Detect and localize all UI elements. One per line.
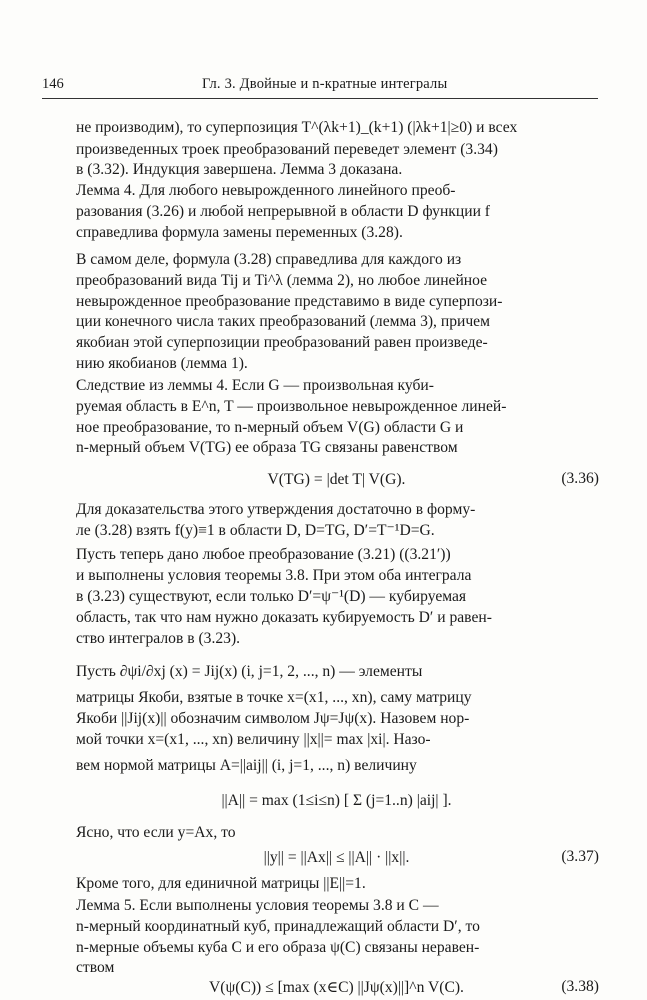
equation-number: (3.37) [561, 848, 599, 865]
text-line: ством [76, 959, 115, 976]
equation-3-37: ||y|| = ||Ax|| ≤ ||A|| · ||x||. [263, 849, 410, 866]
text-line: Пусть ∂ψi/∂xj (x) = Jij(x) (i, j=1, 2, ..., n) — элементы [76, 663, 423, 680]
text-line: мой точки x=(x1, ..., xn) величину ||x||= max |xi|. Назо- [76, 731, 431, 748]
header-rule [42, 98, 598, 99]
text-line: и выполнены условия теоремы 3.8. При этом оба интеграла [76, 567, 472, 584]
text-line: Пусть теперь дано любое преобразование (3.21) ((3.21′)) [76, 546, 451, 563]
text-line: n-мерные объемы куба C и его образа ψ(C) связаны неравен- [76, 939, 480, 956]
page-number: 146 [42, 76, 64, 92]
text-line: в (3.23) существуют, если только D′=ψ⁻¹(D) — кубируемая [76, 588, 467, 605]
lemma-4-line: Лемма 4. Для любого невырожденного линейного преоб- [76, 182, 456, 199]
corollary-line: Следствие из леммы 4. Если G — произвольная куби- [76, 377, 434, 394]
text-line: произведенных троек преобразований переведет элемент (3.34) [76, 141, 498, 158]
text-line: в (3.32). Индукция завершена. Лемма 3 доказана. [76, 161, 403, 178]
lemma-5-line: Лемма 5. Если выполнены условия теоремы 3.8 и C — [76, 897, 439, 914]
text-line: разования (3.26) и любой непрерывной в области D функции f [76, 203, 491, 220]
text-line: Якоби ||Jij(x)|| обозначим символом Jψ=Jψ(x). Назовем нор- [76, 710, 470, 727]
equation-number: (3.38) [561, 978, 599, 995]
text-line: n-мерный координатный куб, принадлежащий области D′, то [76, 918, 480, 935]
text-line: область, так что нам нужно доказать кубируемость D′ и равен- [76, 609, 492, 626]
text-line: n-мерный объем V(TG) ее образа TG связаны равенством [76, 439, 458, 456]
text-line: матрицы Якоби, взятые в точке x=(x1, ..., xn), саму матрицу [76, 689, 472, 706]
running-title: Гл. 3. Двойные и n-кратные интегралы [202, 76, 448, 92]
text-line: ле (3.28) взять f(y)≡1 в области D, D=TG, D′=T⁻¹D=G. [76, 522, 435, 539]
text-line: нию якобианов (лемма 1). [76, 355, 248, 372]
matrix-norm-formula: ||A|| = max (1≤i≤n) [ Σ (j=1..n) |aij| ]. [221, 792, 452, 809]
equation-3-38: V(ψ(C)) ≤ [max (x∈C) ||Jψ(x)||]^n V(C). [209, 979, 464, 996]
text-line: руемая область в E^n, T — произвольное невырожденное линей- [76, 398, 507, 415]
text-line: В самом деле, формула (3.28) справедлива для каждого из [76, 251, 462, 268]
text-line: якобиан этой суперпозиции преобразований равен произведе- [76, 334, 488, 351]
text-line: не производим), то суперпозиция T^(λk+1)_(k+1) (|λk+1|≥0) и всех [76, 119, 518, 136]
text-line: Кроме того, для единичной матрицы ||E||=1. [76, 875, 366, 892]
text-line: Ясно, что если y=Ax, то [76, 824, 236, 841]
text-line: невырожденное преобразование представимо в виде суперпози- [76, 293, 503, 310]
text-line: вем нормой матрицы A=||aij|| (i, j=1, ..., n) величину [76, 757, 417, 774]
equation-3-36: V(TG) = |det T| V(G). [267, 471, 406, 488]
text-line: ство интегралов в (3.23). [76, 630, 241, 647]
text-line: Для доказательства этого утверждения достаточно в форму- [76, 501, 476, 518]
text-line: справедлива формула замены переменных (3.28). [76, 224, 403, 241]
text-line: ции конечного числа таких преобразований (лемма 3), причем [76, 313, 490, 330]
text-line: преобразований вида Tij и Ti^λ (лемма 2), но любое линейное [76, 272, 488, 289]
equation-number: (3.36) [561, 470, 599, 487]
text-line: ное преобразование, то n-мерный объем V(G) области G и [76, 419, 464, 436]
